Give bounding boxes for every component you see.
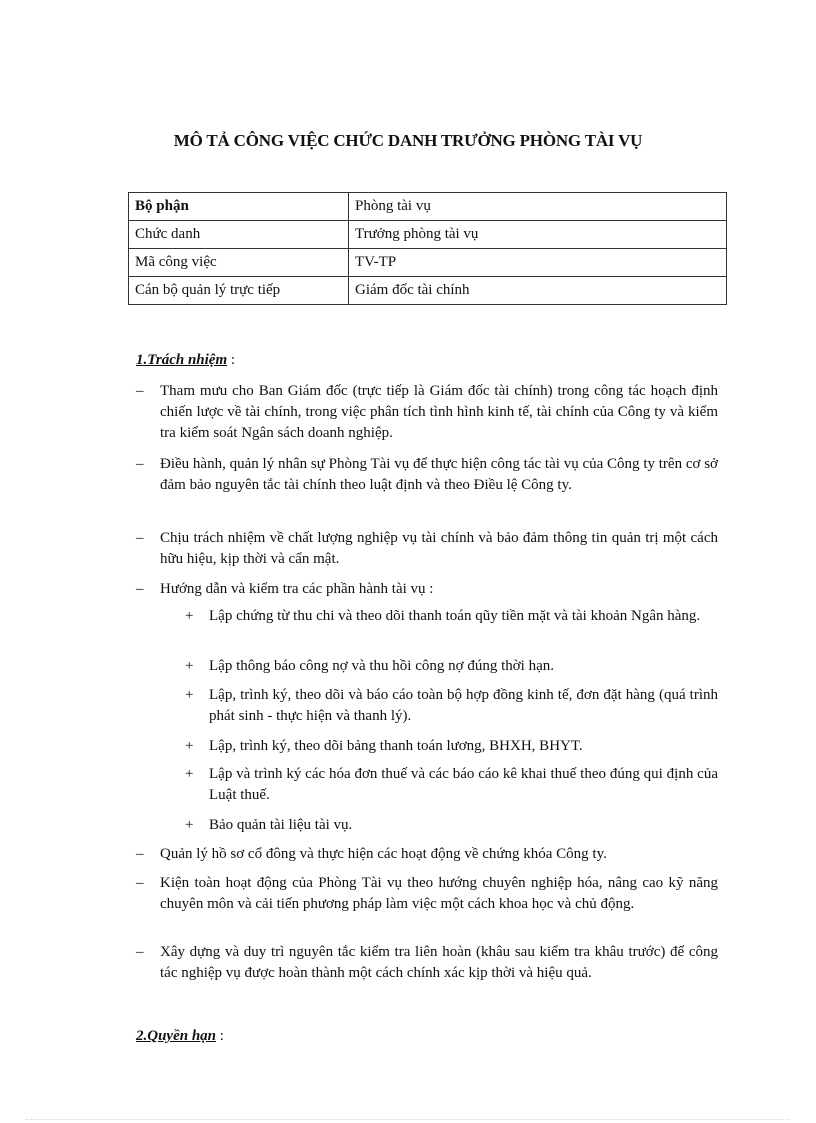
page-bottom-rule bbox=[26, 1119, 790, 1120]
list-item: Điều hành, quản lý nhân sự Phòng Tài vụ để thực hiện công tác tài vụ của Công ty trên cơ sở đảm bảo nguyên tắc tài chính theo luật định và theo Điều lệ Công ty. bbox=[160, 456, 718, 493]
plus-bullet: + bbox=[185, 817, 194, 833]
page-title: MÔ TẢ CÔNG VIỆC CHỨC DANH TRƯỞNG PHÒNG TÀI VỤ bbox=[173, 131, 643, 150]
sub-list-item: Bảo quản tài liệu tài vụ. bbox=[209, 817, 353, 833]
list-item: Hướng dẫn và kiểm tra các phần hành tài vụ : bbox=[160, 581, 434, 597]
dash-bullet: – bbox=[136, 875, 144, 891]
table-value: TV-TP bbox=[349, 249, 727, 277]
plus-bullet: + bbox=[185, 658, 194, 674]
table-row bbox=[129, 277, 727, 305]
table-row bbox=[129, 193, 727, 221]
dash-bullet: – bbox=[136, 846, 144, 862]
plus-bullet: + bbox=[185, 738, 194, 754]
list-item: Kiện toàn hoạt động của Phòng Tài vụ theo hướng chuyên nghiệp hóa, nâng cao kỹ năng chuyên môn và cải tiến phương pháp làm việc một cách khoa học và chủ động. bbox=[160, 875, 718, 912]
table-value: Trưởng phòng tài vụ bbox=[349, 221, 727, 249]
list-item: Xây dựng và duy trì nguyên tắc kiểm tra liên hoàn (khâu sau kiểm tra khâu trước) để công tác nghiệp vụ được hoàn thành một cách chính xác kịp thời và hiệu quả. bbox=[160, 944, 718, 981]
table-row bbox=[129, 249, 727, 277]
table-label: Mã công việc bbox=[129, 249, 349, 277]
list-item: Quản lý hồ sơ cổ đông và thực hiện các hoạt động về chứng khóa Công ty. bbox=[160, 846, 607, 862]
sub-list-item: Lập thông báo công nợ và thu hồi công nợ đúng thời hạn. bbox=[209, 658, 554, 674]
table-label: Bộ phận bbox=[129, 193, 349, 221]
section-heading-text: 1.Trách nhiệm bbox=[136, 352, 228, 368]
section-heading-text: 2.Quyền hạn bbox=[136, 1028, 217, 1044]
table-value: Giám đốc tài chính bbox=[349, 277, 727, 305]
sub-list-item: Lập và trình ký các hóa đơn thuế và các báo cáo kê khai thuế theo đúng qui định của Luật thuế. bbox=[209, 766, 718, 803]
plus-bullet: + bbox=[185, 687, 194, 703]
table-value: Phòng tài vụ bbox=[349, 193, 727, 221]
table-label: Chức danh bbox=[129, 221, 349, 249]
dash-bullet: – bbox=[136, 944, 144, 960]
sub-list-item: Lập, trình ký, theo dõi bảng thanh toán lương, BHXH, BHYT. bbox=[209, 738, 583, 754]
sub-list-item: Lập chứng từ thu chi và theo dõi thanh toán qũy tiền mặt và tài khoản Ngân hàng. bbox=[209, 608, 701, 624]
heading-colon: : bbox=[227, 352, 236, 368]
table-row bbox=[129, 221, 727, 249]
dash-bullet: – bbox=[136, 456, 144, 472]
heading-colon: : bbox=[216, 1028, 224, 1044]
dash-bullet: – bbox=[136, 383, 144, 399]
section-heading-responsibilities bbox=[136, 352, 235, 369]
list-item: Tham mưu cho Ban Giám đốc (trực tiếp là Giám đốc tài chính) trong công tác hoạch định chiến lược về tài chính, trong việc phân tích tình hình kinh tế, tài chính của Công ty và kiểm tra kiểm soát Ngân sách doanh nghiệp. bbox=[160, 383, 718, 441]
plus-bullet: + bbox=[185, 608, 194, 624]
sub-list-item: Lập, trình ký, theo dõi và báo cáo toàn bộ hợp đồng kinh tế, đơn đặt hàng (quá trình phát sinh - thực hiện và thanh lý). bbox=[209, 687, 718, 724]
table-label: Cán bộ quản lý trực tiếp bbox=[129, 277, 349, 305]
plus-bullet: + bbox=[185, 766, 194, 782]
dash-bullet: – bbox=[136, 530, 144, 546]
job-info-table bbox=[128, 192, 727, 305]
section-heading-authority bbox=[136, 1028, 224, 1045]
dash-bullet: – bbox=[136, 581, 144, 597]
list-item: Chịu trách nhiệm về chất lượng nghiệp vụ tài chính và bảo đảm thông tin quản trị một cách hữu hiệu, kịp thời và cẩn mật. bbox=[160, 530, 718, 567]
